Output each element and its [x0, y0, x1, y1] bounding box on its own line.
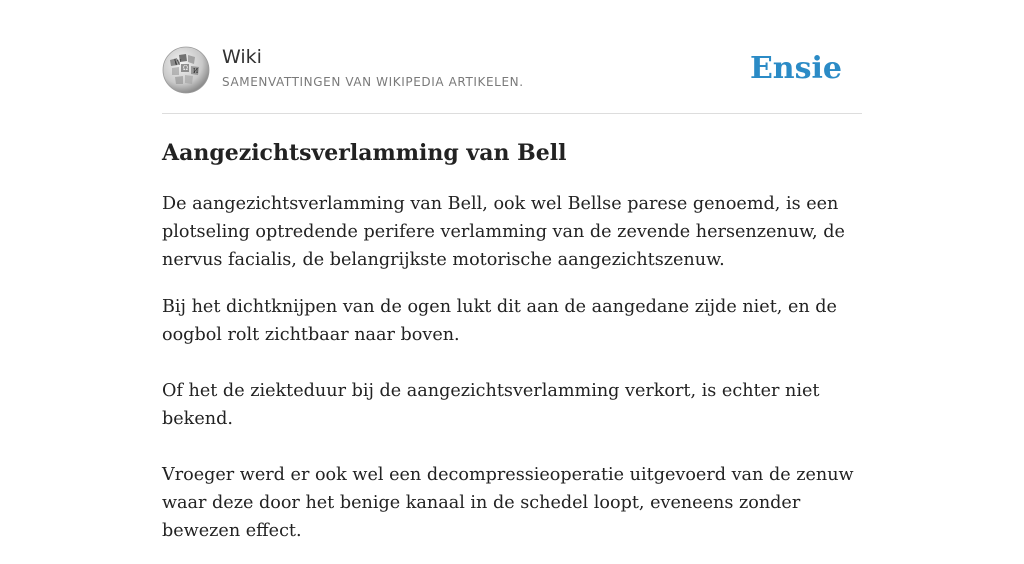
article-title: Aangezichtsverlamming van Bell	[162, 140, 567, 166]
wikipedia-globe-icon[interactable]	[162, 46, 210, 94]
article-body	[162, 190, 862, 564]
svg-text:W: W	[174, 59, 182, 67]
article-paragraph: Vroeger werd er ook wel een decompressieoperatie uitgevoerd van de zenuw waar deze door het benige kanaal in de schedel loopt, eveneens zonder bewezen effect.	[162, 465, 854, 541]
article-paragraph: De aangezichtsverlamming van Bell, ook wel Bellse parese genoemd, is een plotseling optredende perifere verlamming van de zevende hersenzenuw, de nervus facialis, de belangrijkste motorische aangezichtszenuw.	[162, 194, 845, 270]
site-header	[162, 38, 862, 114]
svg-text:И: И	[193, 68, 199, 75]
article-paragraph: Bij het dichtknijpen van de ogen lukt dit aan de aangedane zijde niet, en de oogbol rolt zichtbaar naar boven.	[162, 297, 837, 345]
article-paragraph: Of het de ziekteduur bij de aangezichtsverlamming verkort, is echter niet bekend.	[162, 381, 820, 429]
site-name[interactable]: Wiki	[222, 46, 262, 68]
ensie-logo[interactable]: Ensie	[749, 51, 842, 86]
page	[162, 0, 862, 541]
site-tagline: SAMENVATTINGEN VAN WIKIPEDIA ARTIKELEN.	[222, 75, 524, 89]
svg-text:Ω: Ω	[183, 65, 188, 72]
